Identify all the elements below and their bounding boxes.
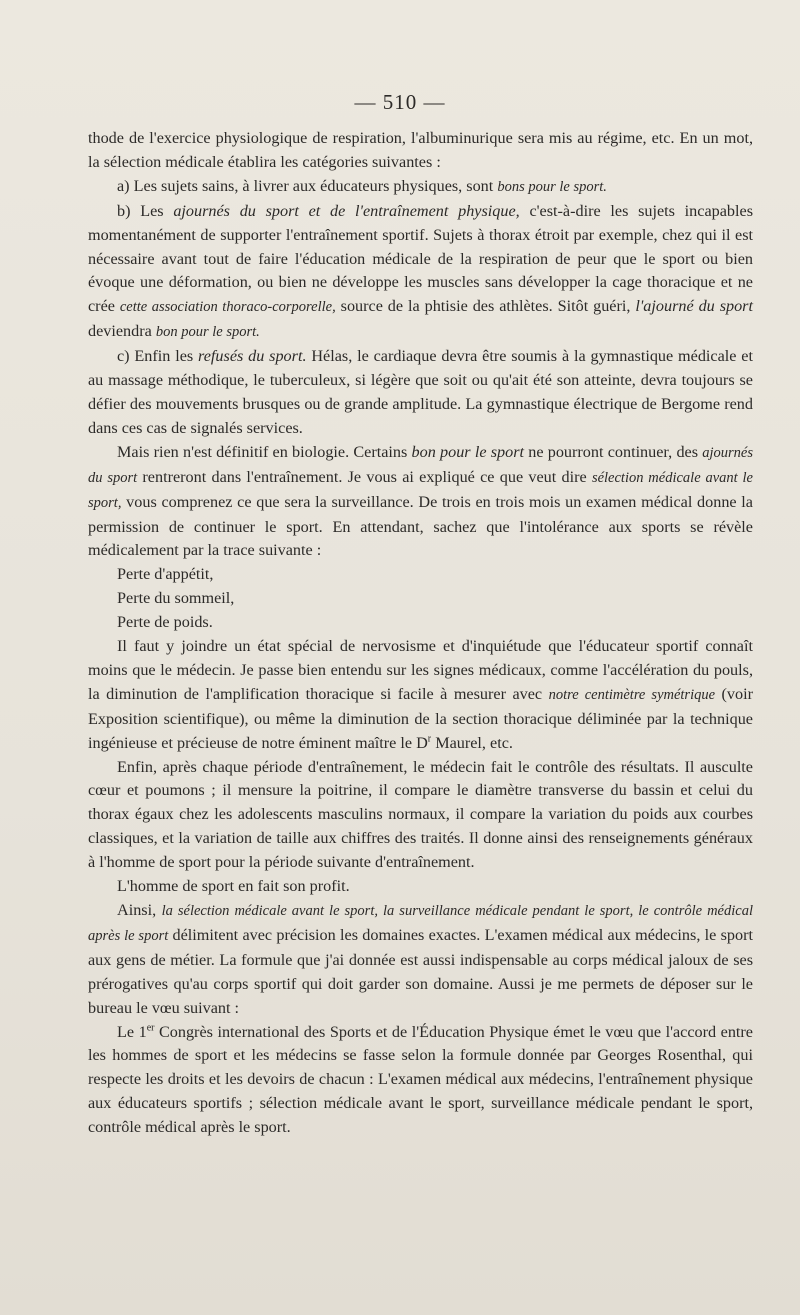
- text-run: a) Les sujets sains, à livrer aux éducateurs physiques, sont: [117, 176, 498, 195]
- text-run: Le 1: [117, 1022, 147, 1041]
- paragraph-category-a: [88, 175, 753, 200]
- italic-run: cette association thoraco-corporelle,: [119, 299, 336, 316]
- paragraph: [88, 635, 753, 756]
- paragraph-category-c: [88, 345, 753, 441]
- text-run: Hélas, le cardiaque devra être soumis à la gymnastique médicale et au massage méthodique, le tuberculeux, si légère que soit ou qu'ait été son atteinte, devra toujours se défier des mouvements brusques ou de grande amplitude. La gymnastique électrique de Bergome rend dans ces cas de signalés services.: [88, 347, 753, 437]
- italic-run: refusés du sport.: [198, 347, 307, 366]
- paragraph: [88, 441, 753, 564]
- text-run: Mais rien n'est définitif en biologie. Certains: [117, 442, 412, 461]
- text-run: source de la phtisie des athlètes. Sitôt guéri,: [335, 297, 636, 316]
- superscript: er: [146, 1022, 155, 1034]
- text-run: c) Enfin les: [117, 347, 199, 366]
- italic-run: notre centimètre symétrique: [548, 686, 716, 703]
- list-item: Perte d'appétit,: [117, 565, 214, 584]
- italic-run: l'ajourné du sport: [635, 297, 753, 316]
- text-run: vous comprenez ce que sera la surveillance. De trois en trois mois un examen médical donne la permission de continuer le sport. En attendant, sachez que l'intolérance aux sports se révèle médicalement par la trace suivante :: [88, 492, 753, 560]
- list-item: Perte du sommeil,: [117, 589, 235, 608]
- text-run: Congrès international des Sports et de l'Éducation Physique émet le vœu que l'accord entre les hommes de sport et les médecins se fasse selon la formule donnée par Georges Rosenthal, qui respecte les droits et les devoirs de chacun : L'examen médical aux médecins, l'entraînement physique aux éducateurs sportifs ; sélection médicale avant le sport, surveillance médicale pendant le sport, contrôle médical après le sport.: [88, 1022, 753, 1137]
- paragraph: [88, 875, 753, 899]
- italic-run: ajournés du sport et de l'entraînement physique,: [173, 201, 520, 220]
- italic-run: la sélection médicale avant le sport, la surveillance médicale pendant le sport, le contrôle médical après le sport: [88, 903, 753, 944]
- text-run: Maurel, etc.: [431, 733, 513, 752]
- italic-run: ajournés du sport: [88, 444, 753, 486]
- italic-run: bon pour le sport.: [155, 324, 260, 341]
- text-run: Ainsi,: [117, 901, 162, 919]
- text-run: deviendra: [88, 322, 156, 341]
- paragraph: [88, 899, 753, 1021]
- text-run: thode de l'exercice physiologique de respiration, l'albuminurique sera mis au régime, etc. En un mot, la sélection médicale établira les catégories suivantes :: [88, 129, 753, 171]
- superscript: r: [427, 733, 432, 745]
- text-run: Il faut y joindre un état spécial de nervosisme et d'inquiétude que l'éducateur sportif connaît moins que le médecin. Je passe bien entendu sur les signes médicaux, comme l'accélération du pouls, la diminution de l'amplification thoracique si facile à mesurer avec: [88, 637, 753, 703]
- text-run: c'est-à-dire les sujets incapables momentanément de supporter l'entraînement sportif. Sujets à thorax étroit par exemple, chez qui il est nécessaire avant tout de faire l'éducation médicale de la respiration de peur que le sport ou bien évoque une déformation, ou bien ne développe les muscles sans développer la cage thoracique et ne crée: [88, 201, 753, 316]
- paragraph: [88, 127, 753, 175]
- italic-run: sélection médicale avant le sport,: [88, 469, 753, 511]
- italic-run: bon pour le sport: [411, 442, 525, 461]
- text-run: (voir Exposition scientifique), ou même la diminution de la section thoracique déliminée par la technique ingénieuse et précieuse de notre éminent maître le D: [88, 684, 753, 752]
- body-text: [88, 127, 753, 1140]
- text-run: délimitent avec précision les domaines exactes. L'examen médical aux médecins, le sport aux gens de métier. La formule que j'ai donnée est aussi indispensable au corps médical jaloux de ses prérogatives qu'au corps sportif qui doit garder son domaine. Aussi je me permets de déposer sur le bureau le vœu suivant :: [88, 925, 753, 1017]
- text-run: L'homme de sport en fait son profit.: [117, 877, 350, 896]
- paragraph-category-b: [88, 200, 753, 345]
- text-run: b) Les: [117, 201, 174, 220]
- text-run: Enfin, après chaque période d'entraînement, le médecin fait le contrôle des résultats. Il ausculte cœur et poumons ; il mensure la poitrine, il compare le diamètre transverse du bassin et celui du thorax égaux chez les adolescents masculins normaux, il compare la variation du poids aux courbes classiques, et la variation de taille aux chiffres des traités. Il donne ainsi des renseignements généraux à l'homme de sport pour la période suivante d'entraînement.: [88, 757, 753, 872]
- page-number: — 510 —: [354, 90, 446, 114]
- paragraph-resolution: [88, 1021, 753, 1141]
- text-run: ne pourront continuer, des: [524, 442, 703, 461]
- italic-run: bons pour le sport.: [497, 178, 607, 195]
- list-item: Perte de poids.: [117, 613, 213, 632]
- text-run: rentreront dans l'entraînement. Je vous ai expliqué ce que veut dire: [137, 467, 592, 486]
- paragraph: [88, 756, 753, 876]
